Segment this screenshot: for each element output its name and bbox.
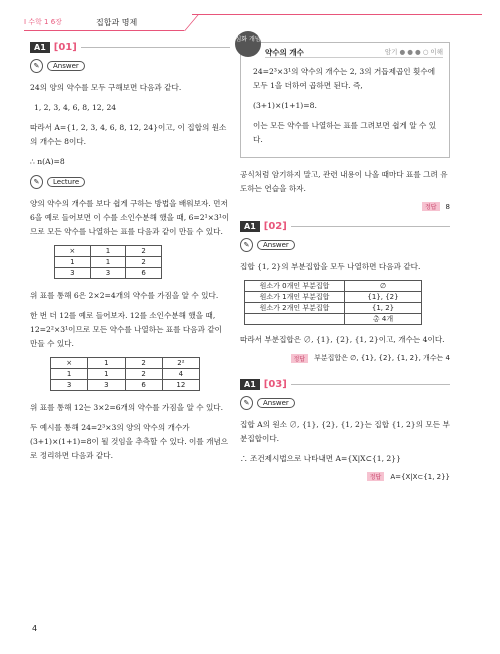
answer-line <box>240 202 450 211</box>
concept-level: 암기 ● ● ● ○ 이해 <box>384 48 443 56</box>
problem-number: [02] <box>263 221 287 232</box>
paragraph: 한 번 더 12를 예로 들어보자. 12를 소인수분해 했을 때, 12=2²×3¹이므로 모든 약수를 나열하는 표를 다음과 같이 만들 수 있다. <box>30 311 222 348</box>
answer-label: Answer <box>257 398 295 408</box>
answer-badge: 정답 <box>291 354 309 363</box>
answer-value: A={X|X⊂{1, 2}} <box>390 472 450 481</box>
paragraph: ∴ 조건제시법으로 나타내면 A={X|X⊂{1, 2}} <box>240 454 401 463</box>
divider <box>291 384 450 385</box>
answer-badge: 정답 <box>367 472 385 481</box>
concept-box <box>235 36 450 158</box>
chapter-title: 집합과 명제 <box>96 18 138 27</box>
paragraph: 집합 {1, 2}의 부분집합을 모두 나열하면 다음과 같다. <box>240 262 421 271</box>
lightbulb-icon: ✎ <box>30 59 43 73</box>
problem-header <box>240 221 450 232</box>
answer-tag <box>240 396 450 410</box>
divider <box>291 226 450 227</box>
header-divider <box>24 30 184 31</box>
lightbulb-icon: ✎ <box>240 396 253 410</box>
problem-label: A1 <box>240 379 260 390</box>
lightbulb-icon: ✎ <box>30 175 43 189</box>
concept-title: 약수의 개수 <box>265 48 304 57</box>
concept-text: 이는 모든 약수를 나열하는 표를 그려보면 쉽게 알 수 있다. <box>253 121 437 144</box>
paragraph: 집합 A의 원소 ∅, {1}, {2}, {1, 2}는 집합 {1, 2}의 모든 부분집합이다. <box>240 420 450 443</box>
answer-badge: 정답 <box>422 202 440 211</box>
divisor-table-6: × 1 2 1 1 2 3 3 6 <box>54 245 162 279</box>
paragraph: 두 예시를 통해 24=2³×3의 양의 약수의 개수가 (3+1)×(1+1)=8이 될 것임을 추측할 수 있다. 이를 개념으로 정리하면 다음과 같다. <box>30 423 229 460</box>
answer-label: Answer <box>47 61 85 71</box>
problem-label: A1 <box>240 221 260 232</box>
paragraph: 따라서 부분집합은 ∅, {1}, {2}, {1, 2}이고, 개수는 4이다. <box>240 335 445 344</box>
answer-value: 8 <box>445 202 450 211</box>
answer-line <box>240 472 450 481</box>
problem-header <box>240 379 450 390</box>
problem-header <box>30 42 230 53</box>
subset-table: 원소가 0개인 부분집합 ∅ 원소가 1개인 부분집합 {1}, {2} 원소가 2개인 부분집합 {1, 2} 총 4개 <box>244 280 422 325</box>
header-divider <box>192 14 482 15</box>
lecture-tag <box>30 175 230 189</box>
divisor-table-12: × 1 2 2² 1 1 2 4 3 3 6 12 <box>50 357 200 391</box>
page-number: 4 <box>32 624 38 633</box>
right-column <box>235 36 450 491</box>
left-column <box>30 42 230 469</box>
answer-tag <box>30 59 230 73</box>
answer-line <box>240 353 450 363</box>
answer-value: 부분집합은 ∅, {1}, {2}, {1, 2}, 개수는 4 <box>314 354 450 362</box>
paragraph: 따라서 A={1, 2, 3, 4, 6, 8, 12, 24}이고, 이 집합의 원소의 개수는 8이다. <box>30 123 227 146</box>
chapter-tag: I 수학 1 6장 <box>24 18 62 26</box>
problem-number: [01] <box>53 42 77 53</box>
divider <box>265 57 443 58</box>
header-divider <box>184 14 199 31</box>
concept-formula: (3+1)×(1+1)=8. <box>253 101 317 110</box>
answer-label: Answer <box>257 240 295 250</box>
paragraph: 1, 2, 3, 4, 6, 8, 12, 24 <box>34 103 117 112</box>
concept-badge: 심화 개념 <box>235 31 261 57</box>
divider <box>81 47 230 48</box>
answer-tag <box>240 238 450 252</box>
problem-label: A1 <box>30 42 50 53</box>
paragraph: 위 표를 통해 12는 3×2=6개의 약수를 가짐을 알 수 있다. <box>30 403 224 412</box>
paragraph: 위 표를 통해 6은 2×2=4개의 약수를 가짐을 알 수 있다. <box>30 291 219 300</box>
lecture-label: Lecture <box>47 177 85 187</box>
paragraph: 양의 약수의 개수를 보다 쉽게 구하는 방법을 배워보자. 먼저 6을 예로 들어보면 이 수를 소인수분해 했을 때, 6=2¹×3¹이므로 모든 약수를 나열하는 표를 다음과 같이 만들 수 있다. <box>30 199 230 236</box>
concept-text: 24=2³×3¹의 약수의 개수는 2, 3의 거듭제곱인 횟수에 모두 1을 더하여 곱하면 된다. 즉, <box>253 67 436 90</box>
paragraph: ∴ n(A)=8 <box>30 157 65 166</box>
paragraph: 24의 양의 약수를 모두 구해보면 다음과 같다. <box>30 83 182 92</box>
paragraph: 공식처럼 암기하지 말고, 관련 내용이 나올 때마다 표를 그려 유도하는 연습을 하자. <box>240 170 448 193</box>
problem-number: [03] <box>263 379 287 390</box>
lightbulb-icon: ✎ <box>240 238 253 252</box>
